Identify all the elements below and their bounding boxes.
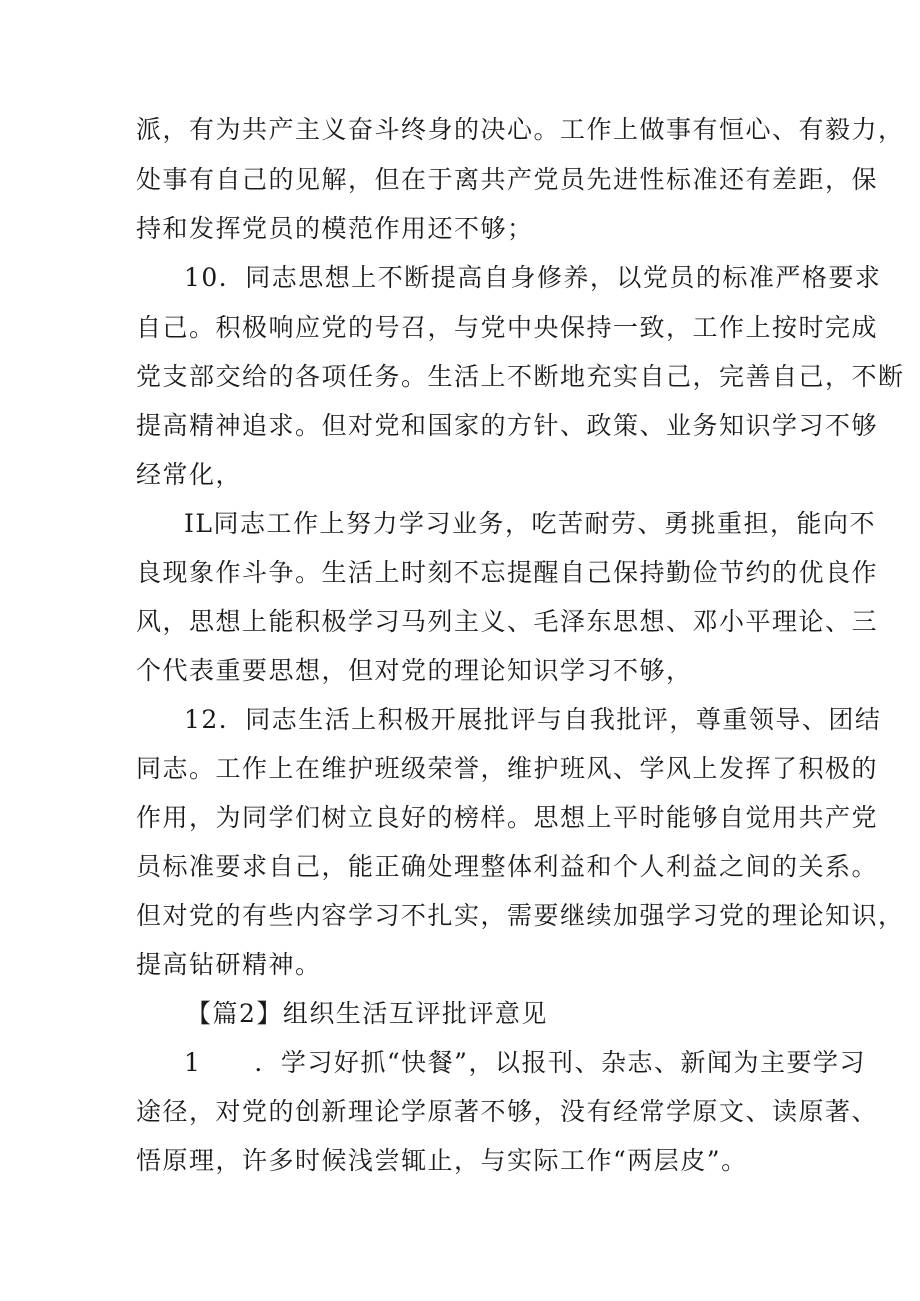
- text-line: 处事有自己的见解，但在于离共产党员先进性标准还有差距，保: [136, 165, 879, 194]
- text-line: 悟原理，许多时候浅尝辄止，与实际工作“两层皮”。: [136, 1146, 748, 1175]
- text-line: 作用，为同学们树立良好的榜样。思想上平时能够自觉用共产党: [136, 803, 879, 832]
- text-line: 提高钻研精神。: [136, 950, 322, 979]
- text-line: 良现象作斗争。生活上时刻不忘提醒自己保持勤俭节约的优良作: [136, 558, 879, 587]
- paragraph-10-first-line: 10．同志思想上不断提高自身修养，以党员的标准严格要求: [184, 263, 882, 292]
- text-line: 提高精神追求。但对党和国家的方针、政策、业务知识学习不够: [136, 411, 879, 440]
- paragraph-11-first-line: IL同志工作上努力学习业务，吃苦耐劳、勇挑重担，能向不: [184, 509, 876, 538]
- text-line: 员标准要求自己，能正确处理整体利益和个人利益之间的关系。: [136, 852, 879, 881]
- text-line: 途径，对党的创新理论学原著不够，没有经常学原文、读原著、: [136, 1097, 879, 1126]
- text-line: 派，有为共产主义奋斗终身的决心。工作上做事有恒心、有毅力，: [136, 115, 905, 144]
- text-line: 党支部交给的各项任务。生活上不断地充实自己，完善自己，不断: [136, 362, 905, 391]
- text-line: 经常化，: [136, 460, 243, 489]
- text-line: 风，思想上能积极学习马列主义、毛泽东思想、邓小平理论、三: [136, 607, 879, 636]
- text-line: 持和发挥党员的模范作用还不够；: [136, 214, 534, 243]
- text-line: 自己。积极响应党的号召，与党中央保持一致，工作上按时完成: [136, 313, 879, 342]
- paragraph-p2-1-first-line: 1 ．学习好抓“快餐”，以报刊、杂志、新闻为主要学习: [184, 1048, 866, 1077]
- text-line: 但对党的有些内容学习不扎实，需要继续加强学习党的理论知识，: [136, 901, 905, 930]
- text-line: 同志。工作上在维护班级荣誉，维护班风、学风上发挥了积极的: [136, 754, 879, 783]
- paragraph-12-first-line: 12．同志生活上积极开展批评与自我批评，尊重领导、团结: [184, 705, 882, 734]
- text-line: 个代表重要思想，但对党的理论知识学习不够，: [136, 656, 693, 685]
- section-heading: 【篇2】组织生活互评批评意见: [186, 999, 548, 1028]
